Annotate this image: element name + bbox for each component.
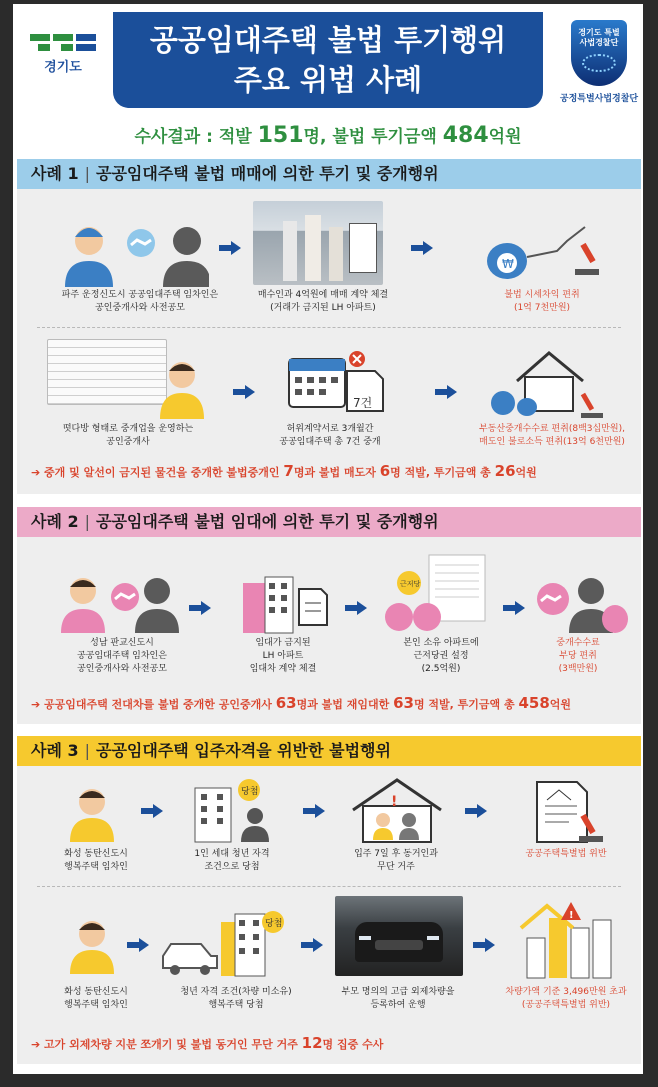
conclusion-arrow-icon: ➔ (31, 466, 45, 479)
svg-text:₩: ₩ (502, 257, 514, 271)
conclusion-text: 중개 및 알선이 금지된 물건을 중개한 불법중개인 (44, 466, 284, 479)
caption-line: (1억 7천만원) (513, 303, 571, 313)
caption-line: 화성 동탄신도시 (64, 987, 128, 997)
conclusion-number: 26 (494, 462, 516, 480)
caption-line: 공공임대주택 임차인은 (77, 651, 167, 661)
house-money-icon (487, 347, 607, 419)
seven-count-badge: 7건 (353, 396, 373, 410)
case2-step1-caption (47, 637, 197, 676)
luxury-car-photo (335, 896, 463, 976)
conclusion-arrow-icon: ➔ (31, 1038, 45, 1051)
page-title-line1: 공공임대주택 불법 투기행위 (149, 23, 507, 57)
case3-title: 공공임대주택 입주자격을 위반한 불법행위 (96, 741, 391, 760)
divider (37, 327, 621, 328)
winning-building-icon (191, 776, 281, 844)
summary-prefix: 수사결과 : 적발 (134, 127, 258, 147)
apartment-photo (253, 201, 383, 285)
caption-line: 본인 소유 아파트에 (403, 638, 479, 648)
case2-conclusion (31, 694, 571, 712)
case3-step3-caption (341, 848, 451, 874)
case3-step4-caption (511, 848, 621, 861)
conclusion-text: 명 적발, 투기금액 총 (413, 698, 519, 711)
caption-line: 화성 동탄신도시 (64, 849, 128, 859)
case3-step7-caption (333, 986, 463, 1012)
caption-line: 허위계약서로 3개월간 (286, 424, 374, 434)
conclusion-number: 63 (275, 694, 297, 712)
arrow-right-icon (435, 385, 457, 399)
title-banner (113, 12, 543, 108)
conclusion-number: 7 (283, 462, 294, 480)
caption-line: LH 아파트 (262, 651, 304, 661)
caption-line: (공공주택특별법 위반) (521, 1000, 611, 1010)
arrow-right-icon (141, 804, 163, 818)
case1-step4-caption (43, 423, 213, 449)
law-violation-icon (527, 778, 607, 844)
caption-line: (거래가 금지된 LH 아파트) (270, 303, 376, 313)
infographic-page (13, 4, 643, 1074)
arrow-right-icon (345, 601, 367, 615)
case3-step6-caption (161, 986, 311, 1012)
case2-step2-caption (223, 637, 343, 676)
conclusion-text: 공공임대주택 전대차를 불법 중개한 공인중개사 (44, 698, 276, 711)
caption-line: 매수인과 4억원에 매매 계약 체결 (257, 290, 389, 300)
conclusion-text: 명과 불법 재임대한 (296, 698, 394, 711)
conclusion-number: 458 (518, 694, 550, 712)
broker-person-icon (157, 355, 207, 421)
caption-line: 차량가액 기준 3,496만원 초과 (505, 987, 627, 997)
caption-line: 무단 거주 (377, 862, 415, 872)
winning-badge: 당첨 (241, 787, 259, 797)
mortgage-money-icon (379, 553, 499, 635)
caption-line: 매도인 불로소득 편취(13억 6천만원) (479, 437, 625, 447)
caption-line: 청년 자격 조건(차량 미소유) (180, 987, 292, 997)
case3-section (17, 736, 641, 1064)
summary-mid: 명, 불법 투기금액 (303, 127, 443, 147)
case1-step3-caption (477, 289, 607, 315)
arrow-right-icon (301, 938, 323, 952)
case1-title: 공공임대주택 불법 매매에 의한 투기 및 중개행위 (96, 164, 439, 183)
lh-apartment-contract-icon (233, 573, 333, 635)
caption-line: 조건으로 당첨 (204, 862, 260, 872)
profit-graph-icon (467, 217, 607, 283)
caption-line: 행복주택 임차인 (64, 862, 128, 872)
case1-step1-caption (45, 289, 235, 315)
case3-label: 사례 3 (31, 741, 79, 760)
conclusion-arrow-icon: ➔ (31, 698, 45, 711)
arrow-right-icon (473, 938, 495, 952)
case2-step3-caption (381, 637, 501, 676)
caption-line: (2.5억원) (421, 664, 461, 674)
fake-contract-document (47, 339, 167, 405)
case3-step5-caption (51, 986, 141, 1012)
caption-line: 공공주택특별법 위반 (525, 849, 607, 859)
case2-section (17, 507, 641, 724)
caption-line: (3백만원) (558, 664, 598, 674)
caption-line: 근저당권 설정 (413, 651, 469, 661)
caption-line: 등록하여 운행 (370, 1000, 426, 1010)
summary-result (13, 122, 643, 148)
tenant-person-icon (67, 916, 117, 976)
caption-line: 파주 운정신도시 공공임대주택 임차인은 (61, 290, 219, 300)
case1-step6-caption (467, 423, 637, 449)
car-and-building-icon (159, 908, 289, 978)
case2-label: 사례 2 (31, 512, 79, 531)
caption-line: 중개수수료 (556, 638, 600, 648)
arrow-right-icon (233, 385, 255, 399)
conclusion-text: 억원 (515, 466, 537, 479)
arrow-right-icon (219, 241, 241, 255)
caption-line: 행복주택 임차인 (64, 1000, 128, 1010)
summary-count: 151 (257, 123, 304, 148)
case2-header: 사례 2 | 공공임대주택 불법 임대에 의한 투기 및 중개행위 (17, 507, 641, 537)
caption-line: 공인중개사와 사전공모 (77, 664, 167, 674)
caption-line: 1인 세대 청년 자격 (194, 849, 270, 859)
case1-section (17, 159, 641, 494)
caption-line: 공인중개사 (106, 437, 150, 447)
special-police-logo (559, 20, 639, 104)
arrow-right-icon (503, 601, 525, 615)
case1-step2-caption (243, 289, 403, 315)
shield-icon (571, 20, 627, 86)
caption-line: 행복주택 당첨 (208, 1000, 264, 1010)
tenant-broker-collusion-icon (59, 573, 179, 635)
conclusion-text: 고가 외제차량 지분 쪼개기 및 불법 동거인 무단 거주 (44, 1038, 302, 1051)
caption-line: 불법 시세차익 편취 (504, 290, 580, 300)
tenant-broker-collusion-icon (59, 219, 209, 289)
case1-header: 사례 1 | 공공임대주택 불법 매매에 의한 투기 및 중개행위 (17, 159, 641, 189)
conclusion-number: 6 (379, 462, 391, 480)
caption-line: 부모 명의의 고급 외제차량을 (341, 987, 455, 997)
caption-line: 떳다방 형태로 중개업을 운영하는 (62, 424, 194, 434)
conclusion-text: 명 집중 수사 (322, 1038, 384, 1051)
fee-collection-icon (531, 573, 631, 635)
case1-step5-caption (255, 423, 405, 449)
caption-line: 성남 판교신도시 (90, 638, 154, 648)
conclusion-text: 명과 불법 매도자 (293, 466, 380, 479)
page-title-line2: 주요 위법 사례 (233, 63, 423, 97)
mortgage-badge: 근저당 (400, 580, 421, 588)
caption-line: 입주 7일 후 동거인과 (354, 849, 438, 859)
conclusion-text: 명 적발, 투기금액 총 (390, 466, 495, 479)
arrow-right-icon (303, 804, 325, 818)
caption-line: 임대차 계약 체결 (249, 664, 317, 674)
winning-badge: 당첨 (265, 919, 283, 929)
case3-conclusion (31, 1034, 383, 1052)
cohabiting-house-icon (347, 776, 447, 844)
case1-label: 사례 1 (31, 164, 79, 183)
logo-right-text: 공정특별사법경찰단 (559, 94, 639, 104)
shield-badge-text: 경기도 특별사법경찰단 (578, 28, 620, 47)
price-exceed-chart-icon (517, 898, 617, 980)
case2-title: 공공임대주택 불법 임대에 의한 투기 및 중개행위 (96, 512, 439, 531)
arrow-right-icon (411, 241, 433, 255)
caption-line: 공공임대주택 총 7건 중개 (279, 437, 381, 447)
conclusion-number: 12 (301, 1034, 323, 1052)
arrow-right-icon (465, 804, 487, 818)
tenant-person-icon (67, 784, 117, 844)
logo-left-text: 경기도 (44, 60, 82, 75)
caption-line: 공인중개사와 사전공모 (95, 303, 185, 313)
conclusion-number: 63 (393, 694, 414, 712)
gyeonggi-logo (23, 34, 103, 75)
caption-line: 부동산중개수수료 편취(8백3십만원), (479, 424, 625, 434)
summary-amount: 484 (442, 123, 489, 148)
arrow-right-icon (127, 938, 149, 952)
case1-conclusion (31, 462, 537, 480)
calendar-contract-icon (285, 349, 385, 415)
caption-line: 부당 편취 (559, 651, 597, 661)
caption-line: 임대가 금지된 (255, 638, 311, 648)
case2-step4-caption (533, 637, 623, 676)
case3-header: 사례 3 | 공공임대주택 입주자격을 위반한 불법행위 (17, 736, 641, 766)
divider (37, 886, 621, 887)
case3-step1-caption (51, 848, 141, 874)
arrow-right-icon (189, 601, 211, 615)
summary-suffix: 억원 (488, 127, 522, 147)
case3-step2-caption (177, 848, 287, 874)
case3-step8-caption (491, 986, 641, 1012)
conclusion-text: 억원 (549, 698, 572, 711)
svg-text:!: ! (391, 794, 398, 810)
svg-text:!: ! (569, 910, 574, 921)
